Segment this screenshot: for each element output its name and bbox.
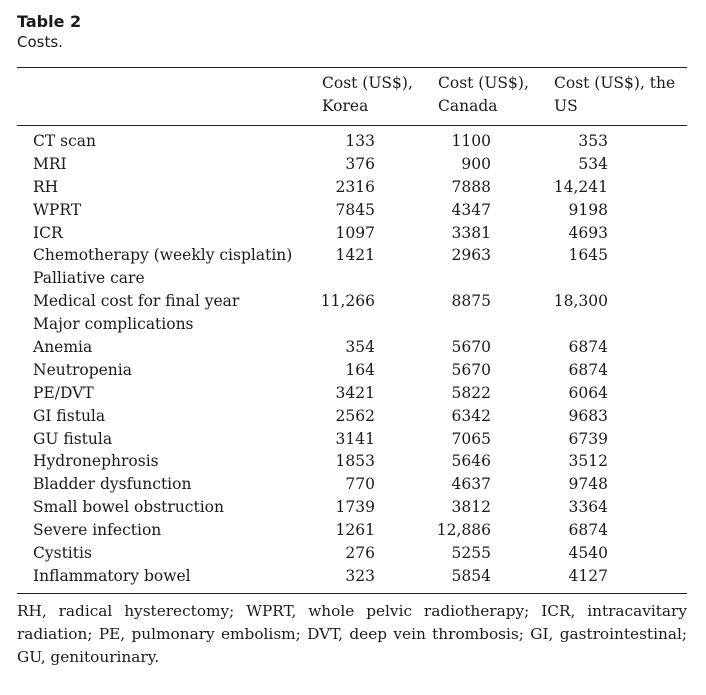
cell-korea: 376	[345, 154, 375, 173]
cell-canada: 4347	[451, 200, 491, 219]
cell-canada: 900	[461, 154, 491, 173]
table-row	[17, 428, 687, 451]
header-korea: Cost (US$), Korea	[322, 74, 413, 115]
header-canada: Cost (US$), Canada	[438, 74, 529, 115]
row-label: Anemia	[33, 338, 93, 357]
row-label: RH	[33, 177, 59, 196]
table-row	[17, 496, 687, 519]
cell-us: 4540	[568, 544, 608, 563]
row-label: Neutropenia	[33, 360, 132, 379]
cell-korea: 7845	[335, 200, 375, 219]
table-row	[17, 199, 687, 222]
cell-us: 6874	[568, 338, 608, 357]
table-row	[17, 313, 687, 336]
cell-canada: 3381	[451, 223, 491, 242]
table-row	[17, 176, 687, 199]
row-label: CT scan	[33, 132, 96, 150]
row-label: Severe infection	[33, 521, 162, 540]
table-row	[17, 450, 687, 473]
cell-us: 534	[578, 154, 608, 173]
row-label: GU fistula	[33, 429, 113, 448]
cell-us: 353	[578, 132, 608, 150]
table-row	[17, 565, 687, 588]
table-caption: Costs.	[17, 33, 63, 51]
table-label: Table 2	[17, 12, 82, 31]
cell-us: 1645	[568, 246, 608, 265]
cell-korea: 133	[345, 132, 375, 150]
cell-korea: 1853	[335, 452, 375, 471]
cell-canada: 6342	[451, 406, 491, 425]
cell-korea: 276	[345, 544, 375, 563]
row-label: PE/DVT	[33, 383, 94, 402]
cell-canada: 5670	[451, 338, 491, 357]
cell-korea: 2562	[335, 406, 375, 425]
top-rule	[17, 67, 687, 68]
table-container	[17, 12, 687, 666]
cell-canada: 5670	[451, 360, 491, 379]
table-footnote: RH, radical hysterectomy; WPRT, whole pelvic radiotherapy; ICR, intracavitary radiation; PE, pulmonary embolism; DVT, deep vein thrombosis; GI, gastrointestinal; GU, genitourinary.	[17, 602, 687, 666]
table-row	[17, 130, 687, 153]
cell-canada: 1100	[451, 132, 491, 150]
table-row	[17, 382, 687, 405]
table-row	[17, 473, 687, 496]
table-row	[17, 153, 687, 176]
cell-us: 6874	[568, 360, 608, 379]
cell-us: 3512	[568, 452, 608, 471]
cell-korea: 11,266	[320, 292, 375, 311]
row-label: Cystitis	[33, 544, 92, 563]
cell-canada: 8875	[451, 292, 491, 311]
cell-us: 4127	[568, 566, 608, 585]
header-rule	[17, 125, 687, 126]
cell-korea: 1421	[335, 246, 375, 265]
bottom-rule	[17, 593, 687, 594]
cell-canada: 7065	[451, 429, 491, 448]
table-row	[17, 222, 687, 245]
row-label: ICR	[33, 223, 63, 242]
cell-us: 6874	[568, 521, 608, 540]
cell-korea: 770	[345, 475, 375, 494]
cell-canada: 3812	[451, 498, 491, 517]
table-row	[17, 336, 687, 359]
cell-korea: 164	[345, 360, 375, 379]
cell-canada: 2963	[451, 246, 491, 265]
cell-us: 18,300	[553, 292, 608, 311]
cell-korea: 3141	[335, 429, 375, 448]
table-row	[17, 405, 687, 428]
cell-us: 9198	[568, 200, 608, 219]
cell-canada: 4637	[451, 475, 491, 494]
table-row	[17, 359, 687, 382]
cell-korea: 1097	[335, 223, 375, 242]
row-label: Bladder dysfunction	[33, 475, 192, 494]
row-label: WPRT	[33, 200, 82, 219]
cell-canada: 5854	[451, 566, 491, 585]
row-label: Small bowel obstruction	[33, 498, 224, 517]
row-label: GI fistula	[33, 406, 106, 425]
cell-us: 6064	[568, 383, 608, 402]
cell-canada: 12,886	[436, 521, 491, 540]
cell-canada: 7888	[451, 177, 491, 196]
cell-us: 6739	[568, 429, 608, 448]
cell-canada: 5646	[451, 452, 491, 471]
cell-korea: 3421	[335, 383, 375, 402]
table-row	[17, 244, 687, 267]
cell-korea: 354	[345, 338, 375, 357]
row-label: Hydronephrosis	[33, 452, 159, 471]
row-label: Inflammatory bowel	[33, 566, 191, 585]
cell-korea: 323	[345, 566, 375, 585]
table-row	[17, 542, 687, 565]
cell-canada: 5822	[451, 383, 491, 402]
row-label: Palliative care	[33, 269, 145, 288]
row-label: Chemotherapy (weekly cisplatin)	[33, 246, 293, 265]
cell-korea: 1261	[335, 521, 375, 540]
cell-korea: 2316	[335, 177, 375, 196]
cell-us: 9683	[568, 406, 608, 425]
cell-us: 3364	[568, 498, 608, 517]
cell-us: 14,241	[553, 177, 608, 196]
header-us: Cost (US$), the US	[554, 74, 676, 115]
table-row	[17, 267, 687, 290]
cell-us: 9748	[568, 475, 608, 494]
cell-us: 4693	[568, 223, 608, 242]
row-label: Medical cost for final year	[33, 292, 240, 311]
table-row	[17, 519, 687, 542]
table-row	[17, 290, 687, 313]
table-body	[17, 130, 687, 588]
cell-canada: 5255	[451, 544, 491, 563]
row-label: MRI	[33, 154, 67, 173]
cell-korea: 1739	[335, 498, 375, 517]
row-label: Major complications	[33, 315, 194, 334]
